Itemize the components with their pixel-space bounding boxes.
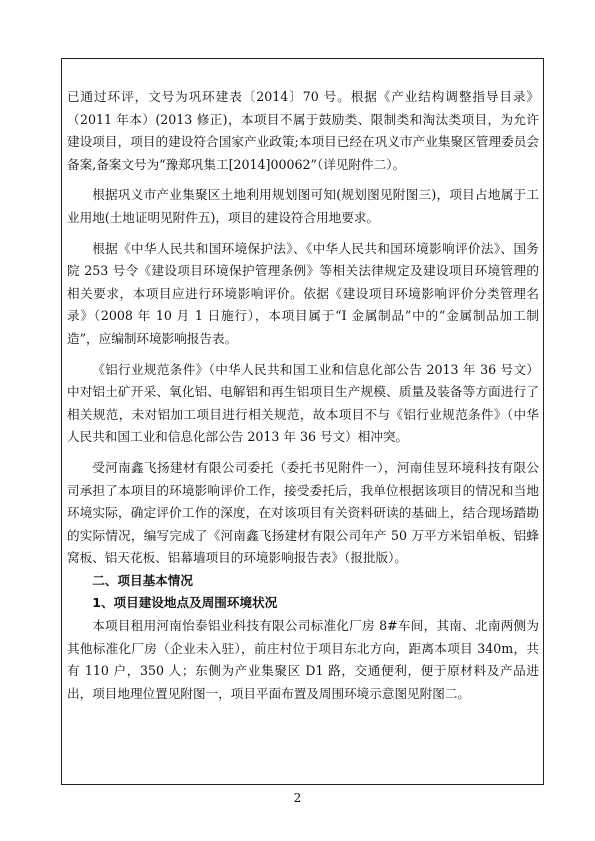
paragraph-approval-status: 已通过环评，文号为巩环建表〔2014〕70 号。根据《产业结构调整指导目录》（2011 年本）(2013 修正)，本项目不属于鼓励类、限制类和淘汰类项目，为允许建设项目，项目的建设符合国家产业政策;本项目已经在巩义市产业集聚区管理委员会备案,备案文号为“豫郑巩集工[2014]00062”（详见附件二）。 bbox=[67, 89, 539, 172]
document-body bbox=[67, 86, 539, 705]
paragraph-aluminum-regulation: 《铝行业规范条件》（中华人民共和国工业和信息化部公告 2013 年 36 号文）中对铝土矿开采、氧化铝、电解铝和再生铝项目生产规模、质量及装备等方面进行了相关规范，未对铝加工项目进行相关规范，故本项目不与《铝行业规范条件》（中华人民共和国工业和信息化部公告 2013 年 36 号文）相冲突。 bbox=[67, 361, 539, 445]
section-heading: 二、项目基本情况 bbox=[92, 572, 193, 588]
paragraph-land-use: 根据巩义市产业集聚区土地利用规划图可知(规划图见附图三)，项目占地属于工业用地(土地证明见附件五)，项目的建设符合用地要求。 bbox=[67, 187, 539, 225]
paragraph-commission: 受河南鑫飞扬建材有限公司委托（委托书见附件一），河南佳昱环境科技有限公司承担了本项目的环境影响评价工作，接受委托后，我单位根据该项目的情况和当地环境实际，确定评价工作的深度，在对该项目有关资料研读的基础上，结合现场踏勘的实际情况，编写完成了《河南鑫飞扬建材有限公司年产 50 万平方米铝单板、铝蜂窝板、铝天花板、铝幕墙项目的环境影响报告表》（报批版）。 bbox=[67, 459, 539, 566]
paragraph-legal-basis: 根据《中华人民共和国环境保护法》、《中华人民共和国环境影响评价法》、国务院 253 号令《建设项目环境保护管理条例》等相关法律规定及建设项目环境管理的相关要求，本项目应进行环境影响评价。依据《建设项目环境影响评价分类管理名录》（2008 年 10 月 1 日施行），本项目属于“I 金属制品”中的“金属制品加工制造”，应编制环境影响报告表。 bbox=[67, 240, 539, 346]
page-number: 2 bbox=[293, 791, 302, 805]
paragraph-site-location: 本项目租用河南怡泰铝业科技有限公司标准化厂房 8#车间，其南、北南两侧为其他标准化厂房（企业未入驻），前庄村位于项目东北方向，距离本项目 340m，共有 110 户，350 人；东侧为产业集聚区 D1 路，交通便利，便于原材料及产品进出，项目地理位置见附图一，项目平面布置及周围环境示意图见附图二。 bbox=[67, 618, 539, 701]
subsection-heading: 1、项目建设地点及周围环境状况 bbox=[92, 595, 278, 611]
